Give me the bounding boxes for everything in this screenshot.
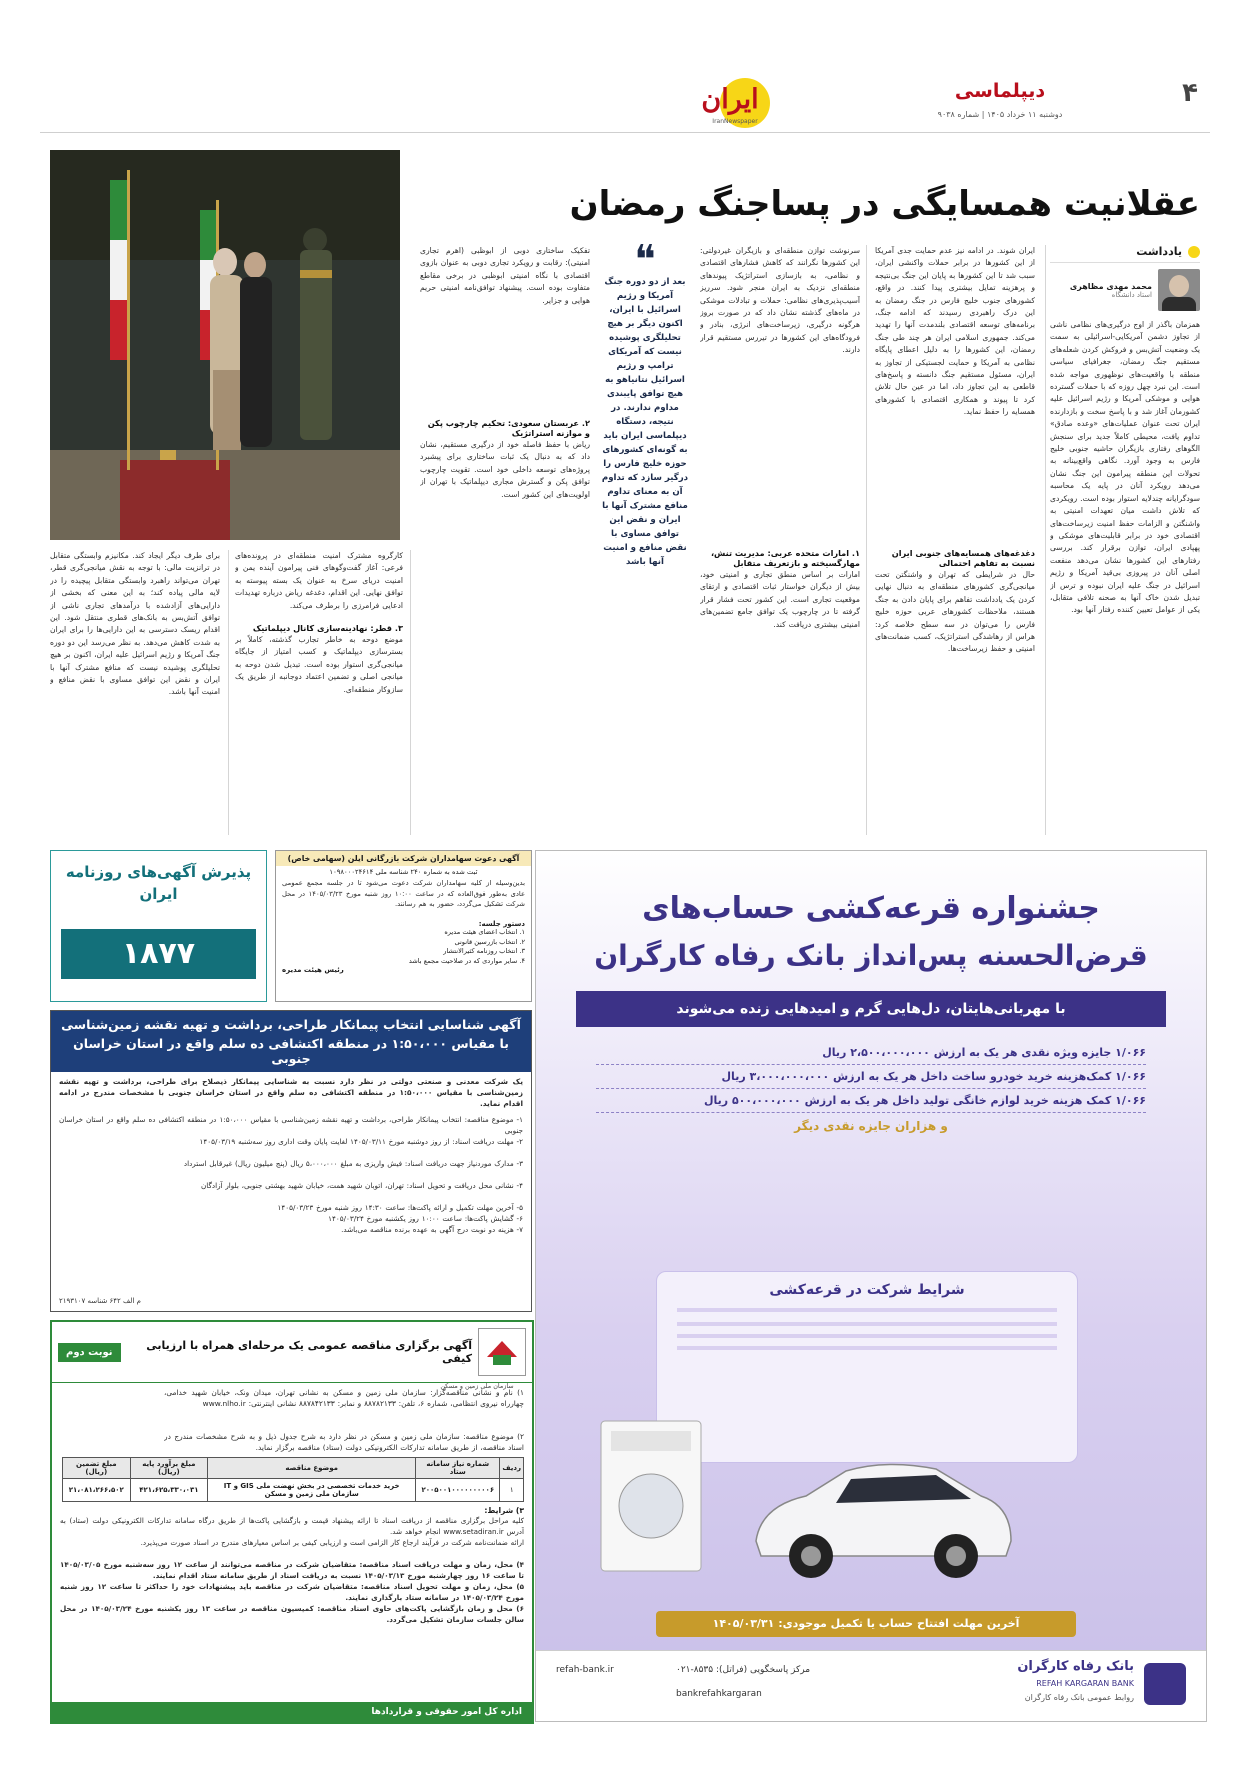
geology-item-7: ۷- هزینه دو نوبت درج آگهی به عهده برنده مناقصه می‌باشد. <box>341 1225 523 1234</box>
table-row <box>63 1479 524 1502</box>
tender-conditions-title: ۳) شرایط: <box>484 1506 524 1515</box>
tender-condition-1: کلیه مراحل برگزاری مناقصه از دریافت اسناد تا ارائه پیشنهاد قیمت و بازگشایی پاکت‌ها از طریق درگاه سامانه تدارکات الکترونیکی دولت (ستاد) به آدرس www.setadiran.ir انجام خواهد شد. <box>60 1516 524 1536</box>
tender-section-6: ۶) محل و زمان بازگشایی پاکت‌های حاوی اسناد مناقصه: کمیسیون مناقصه در ساعت ۱۳ روز یکشنبه مورخ ۱۴۰۵/۰۳/۲۴ در محل سالن جلسات سازمان تشکیل می‌گردد. <box>60 1604 524 1624</box>
appliance-prize-illustration <box>591 1411 711 1581</box>
refah-website-link[interactable]: refah-bank.ir <box>556 1665 614 1675</box>
refah-title-1: جشنواره قرعه‌کشی حساب‌های <box>642 891 1100 926</box>
tender-cell-subject: خرید خدمات تخصصی در بخش نهضت ملی GIS و IT سازمان ملی زمین و مسکن <box>208 1479 416 1502</box>
geology-item-6: ۶- گشایش پاکت‌ها: ساعت ۱۰:۰۰ روز یکشنبه مورخ ۱۴۰۵/۰۳/۲۴ <box>328 1214 523 1223</box>
tender-th-subject: موضوع مناقصه <box>208 1458 416 1479</box>
refah-prize-3: ۱/۰۶۶ کمک هزینه خرید لوازم خانگی تولید داخل هر یک به ارزش ۵۰۰،۰۰۰،۰۰۰ ریال <box>596 1089 1146 1113</box>
author-box <box>1050 269 1200 311</box>
tender-cell-guarantee: ۲۱،۰۸۱،۲۶۶،۵۰۲ <box>63 1479 131 1502</box>
refah-deadline: آخرین مهلت افتتاح حساب یا تکمیل موجودی: ۱۴۰۵/۰۳/۳۱ <box>656 1611 1076 1637</box>
geology-item-4: ۴- نشانی محل دریافت و تحویل اسناد: تهران، اتوبان شهید همت، خیابان شهید بهشتی جنوبی، بلوار آزادگان <box>200 1181 523 1190</box>
column-divider <box>410 550 411 835</box>
column-2-text-b: حال در شرایطی که تهران و واشنگتن تحت میانجی‌گری کشورهای منطقه‌ای به دنبال نهایی کردن یک یادداشت تفاهم برای پایان دادن به جنگ هستند، ملاحظات کشورهای عربی حوزه خلیج فارس را می‌توان در سه سطح خلاصه کرد: هراس از رهاشدگی استراتژیک، کسب ضمانت‌های امنیتی و حفظ زیرساخت‌ها. <box>875 570 1035 654</box>
geology-notice[interactable] <box>50 1010 532 1312</box>
tender-section-2: ۲) موضوع مناقصه: سازمان ملی زمین و مسکن در نظر دارد به شرح جدول ذیل و به شرح مشخصات مندرج در اسناد مناقصه، از طریق سامانه تدارکات الکترونیکی دولت (ستاد) مناقصه برگزار نماید. <box>164 1432 524 1452</box>
tender-org-logo-icon <box>478 1328 526 1376</box>
tender-badge: نوبت دوم <box>58 1343 121 1362</box>
car-prize-illustration <box>736 1451 1026 1581</box>
tender-table <box>62 1457 524 1502</box>
quote-mark-icon: ❝ <box>634 237 656 283</box>
column-6 <box>50 550 220 830</box>
geology-item-5: ۵- آخرین مهلت تکمیل و ارائه پاکت‌ها: ساعت ۱۴:۳۰ روز شنبه مورخ ۱۴۰۵/۰۳/۲۳ <box>277 1203 523 1212</box>
shareholders-agenda-4: ۴. سایر مواردی که در صلاحیت مجمع باشد <box>408 956 525 965</box>
tender-th-row: ردیف <box>500 1458 524 1479</box>
author-avatar <box>1158 269 1200 311</box>
column-5-text: کارگروه مشترک امنیت منطقه‌ای در پرونده‌های فرعی: آغاز گفت‌وگوهای فنی پیرامون آینده یمن و امنیت دریای سرخ به عنوان یک بسته پیوسته به توافق نهایی. این اقدام، دغدغه ریاض درباره تهدیدات ادعایی فرامرزی را برطرف می‌کند. <box>235 551 403 610</box>
refah-prize-1: ۱/۰۶۶ جایزه ویژه نقدی هر یک به ارزش ۲،۵۰۰،۰۰۰،۰۰۰ ریال <box>596 1041 1146 1065</box>
shareholders-reg: ثبت شده به شماره ۲۴۰ شناسه ملی ۱۰۹۸۰۰۰۲۴۶۱۴ <box>329 868 478 876</box>
column-4-text: تفکیک ساختاری دوبی از ابوظبی (اهرم تجاری امنیتی): رقابت و رویکرد تجاری دوبی به عنوان بازوی اقتصادی با نگاه امنیتی ابوظبی در برخی مقاطع متفاوت بوده است. پیشنهاد توافق‌نامه امنیتی حریم هوایی و جزایر. <box>420 246 590 305</box>
column-3-text-b: امارات بر اساس منطق تجاری و امنیتی خود، بیش از دیگران خواستار ثبات اقتصادی و ارتقای موقعیت تجاری است. این کشور تحت فشار قرار گرفته تا در چارچوب یک توافق جامع تضمین‌های امنیتی بیشتری دریافت کند. <box>700 570 860 629</box>
masthead <box>40 74 1210 133</box>
column-3-text: سرنوشت توازن منطقه‌ای و بازیگران غیردولتی: این کشورها نگرانند که کاهش فشارهای اقتصادی و نظامی، به بازسازی استراتژیک پیوندهای منطقه‌ای نزدیک به ایران منجر شود. سرریز آسیب‌پذیری‌های نظامی: حملات و تبادلات موشکی در ماه‌های گذشته نشان داد که در صورت بروز هرگونه درگیری، زیرساخت‌های انرژی، بنادر و فرودگاه‌های این کشورها در تیررس مستقیم قرار دارند. <box>700 246 860 355</box>
geology-item-2: ۲- مهلت دریافت اسناد: از روز دوشنبه مورخ ۱۴۰۵/۰۳/۱۱ لغایت پایان وقت اداری روز سه‌شنبه ۱۴۰۵/۰۳/۱۹ <box>199 1137 523 1146</box>
column-4-subhead: ۲. عربستان سعودی: تحکیم چارچوب پکن و موازنه استراتژیک <box>427 418 590 438</box>
geology-intro: یک شرکت معدنی و صنعتی دولتی در نظر دارد نسبت به شناسایی پیمانکار ذیصلاح برای طراحی، برداشت و تهیه نقشه زمین‌شناسی با مقیاس ۱:۵۰،۰۰۰ در منطقه اکتشافی ده سلم واقع در استان خراسان جنوبی با مشخصات مندرج در ادامه اقدام نماید. <box>59 1077 523 1108</box>
news-photo <box>50 150 400 540</box>
page-number: ۴ <box>1182 78 1198 108</box>
geology-item-1: ۱- موضوع مناقصه: انتخاب پیمانکار طراحی، برداشت و تهیه نقشه زمین‌شناسی با مقیاس ۱:۵۰،۰۰۰ در منطقه اکتشافی ده سلم واقع در استان خراسان جنوبی <box>59 1115 523 1135</box>
newspaper-logo[interactable]: ایران <box>701 84 759 115</box>
tender-cell-estimate: ۴۲۱،۶۲۵،۳۳۰،۰۳۱ <box>130 1479 208 1502</box>
note-label: یادداشت <box>1136 245 1182 258</box>
tender-section-4: ۴) محل، زمان و مهلت دریافت اسناد مناقصه: متقاضیان شرکت در مناقصه می‌توانند از ساعت ۱۲ روز سه‌شنبه مورخ ۱۴۰۵/۰۳/۰۵ تا ساعت ۱۶ روز چهارشنبه مورخ ۱۴۰۵/۰۳/۱۳ نسبت به دریافت اسناد از طریق سامانه ستاد اقدام نمایند. <box>60 1560 524 1580</box>
iran-newspaper-ad[interactable] <box>50 850 267 1002</box>
tender-org-name: سازمان ملی زمین و مسکن <box>440 1382 514 1390</box>
refah-prize-2: ۱/۰۶۶ کمک‌هزینه خرید خودرو ساخت داخل هر یک به ارزش ۳،۰۰۰،۰۰۰،۰۰۰ ریال <box>596 1065 1146 1089</box>
headline: عقلانیت همسایگی در پساجنگ رمضان <box>569 184 1200 224</box>
note-dot-icon <box>1188 246 1200 258</box>
author-name: محمد مهدی مظاهری <box>1069 281 1152 291</box>
column-2 <box>875 245 1035 830</box>
shareholders-body: بدین‌وسیله از کلیه سهامداران شرکت دعوت می‌شود تا در جلسه مجمع عمومی عادی به‌طور فوق‌العاده که در ساعت ۱۰:۰۰ روز شنبه مورخ ۱۴۰۵/۰۳/۲۳ در محل شرکت تشکیل می‌گردد، حضور به هم رسانند. <box>282 879 526 908</box>
column-1-text: همزمان باگذر از اوج درگیری‌های نظامی ناشی از تجاوز دشمن آمریکایی-اسرائیلی به سمت یک وضعیت آتش‌بس و فروکش کردن شعله‌های مستقیم جنگ رمضان، جغرافیای سیاسی منطقه با واقعیت‌های نوظهوری مواجه شده است. این نبرد چهل روزه که با حملات گسترده هوایی و موشکی آمریکا و رژیم اسرائیل علیه کشورمان آغاز شد و با پاسخ سخت و بازدارنده ایران تحت عنوان عملیات‌های «وعده صادق» تداوم یافت، محیطی کاملاً جدید برای سنجش الگوهای رفتاری بازیگران حاشیه جنوبی خلیج فارس به وجود آورد. نگاهی واقع‌بینانه به تحولات این منطقه پیرامون این جنگ نشان می‌دهد رویکرد آنان در پایه یک محاسبه سودگرایانه چندلایه استوار بوده است. رویکردی که تلاش داشت میان تعهدات امنیتی به واشنگتن و الزامات حفظ امنیت زیرساخت‌های اقتصادی خود در برابر قابلیت‌های موشکی و پهپادی ایران، توازن برقرار کند. بررسی رفتارهای این کشورها نشان می‌دهد منفعت اصلی آنان در پیروزی بی‌قید آمریکا و رژیم اسرائیل در جنگ علیه ایران نبوده و ترس از تبدیل شدن خاک آنها به صحنه تلافی متقابل، یکی از عوامل تعیین کننده رفتار آنها بود. <box>1050 320 1200 615</box>
section-title: دیپلماسی <box>954 80 1046 102</box>
refah-prize-4: و هزاران جایزه نقدی دیگر <box>794 1119 948 1133</box>
shareholders-agenda-title: دستور جلسه: <box>478 920 525 928</box>
column-4 <box>420 245 590 830</box>
shareholders-notice[interactable] <box>275 850 532 1002</box>
refah-conditions-box <box>656 1271 1078 1463</box>
refah-prizes <box>596 1041 1146 1139</box>
column-3 <box>700 245 860 830</box>
geology-title-2: با مقیاس ۱:۵۰،۰۰۰ در منطقه اکتشافی ده سلم واقع در استان خراسان جنوبی <box>51 1034 531 1072</box>
column-6-text: برای طرف دیگر ایجاد کند. مکانیزم وابستگی متقابل در ترانزیت مالی: با توجه به نقش میانجی‌گری قطر، تهران می‌تواند راهبرد وابستگی متقابل پیچیده‌ را در لایه مالی پیاده کند؛ به این معنی که بخشی از دارایی‌های آزادشده با درآمدهای تجاری ناشی از توافق آتش‌بس به بانک‌های قطری منتقل شود. این اقدام ریسک دسترسی به این دارایی‌ها را برای ایران به شدت کاهش می‌دهد. به نظر می‌رسد این دو دوره جنگ آمریکا و رژیم اسرائیل علیه ایران، اکنون بر هیچ تحلیلگری پوشیده نیست که منافع مشترک آنها با ایران و نقض این توافق مساوی با نقض منافع و امنیت آنها باشد. <box>50 551 220 697</box>
column-divider <box>1045 245 1046 835</box>
refah-title-2: قرض‌الحسنه پس‌انداز بانک رفاه کارگران <box>594 939 1148 972</box>
tender-cell-number: ۲۰۰۵۰۰۱۰۰۰۰۰۰۰۰۰۶ <box>416 1479 500 1502</box>
ceremony-photo-illustration <box>50 150 400 540</box>
geology-item-3: ۳- مدارک موردنیاز جهت دریافت اسناد: فیش واریزی به مبلغ ۵،۰۰۰،۰۰۰ ریال (پنج میلیون ریال) غیرقابل استرداد <box>183 1159 523 1168</box>
refah-bank-logo-icon <box>1144 1663 1186 1705</box>
note-label-row <box>1050 245 1200 263</box>
column-4-text-b: ریاض با حفظ فاصله خود از درگیری مستقیم، نشان داد که به دنبال یک ثبات ساختاری برای پیشبرد پروژه‌های توسعه داخلی خود است. تقویت چارچوب توافق پکن و گسترش مجاری دیپلماتیک با تهران از اولویت‌های این کشور است. <box>420 440 590 499</box>
column-divider <box>866 245 867 835</box>
shareholders-agenda-3: ۳. انتخاب روزنامه کثیرالانتشار <box>443 947 525 955</box>
issue-date: دوشنبه ۱۱ خرداد ۱۴۰۵ | شماره ۹۰۳۸ <box>937 110 1063 119</box>
column-3-subhead: ۱. امارات متحده عربی: مدیریت تنش، مهارگسیخته و بازتعریف متقابل <box>710 548 860 568</box>
column-1 <box>1050 245 1200 830</box>
column-divider <box>228 550 229 835</box>
refah-social-link[interactable]: bankrefahkargaran <box>676 1689 762 1699</box>
tender-footer: اداره کل امور حقوقی و قراردادها <box>52 1702 532 1722</box>
iran-ad-title: پذیرش آگهی‌های روزنامه ایران <box>65 863 252 903</box>
shareholders-agenda-2: ۲. انتخاب بازرسین قانونی <box>454 937 525 946</box>
tender-header <box>52 1322 532 1383</box>
refah-bank-sub: روابط عمومی بانک رفاه کارگران <box>1024 1693 1134 1702</box>
tender-th-number: شماره نیاز سامانه ستاد <box>416 1458 500 1479</box>
geology-code: م الف ۶۴۲ شناسه ۲۱۹۳۱۰۷ <box>59 1297 141 1305</box>
iran-ad-number: ۱۸۷۷ <box>61 929 256 979</box>
column-5 <box>235 550 403 830</box>
newspaper-logo-sub: IranNewspaper <box>712 118 758 125</box>
tender-condition-2: ارائه ضمانت‌نامه شرکت در فرآیند ارجاع کار الزامی است و ارزیابی کیفی بر اساس معیارهای مندرج در اسناد صورت می‌پذیرد. <box>140 1538 524 1547</box>
refah-bank-en: REFAH KARGARAN BANK <box>1036 1679 1134 1688</box>
refah-bank-name: بانک رفاه کارگران <box>1017 1659 1134 1674</box>
tender-th-estimate: مبلغ برآورد پایه (ریال) <box>130 1458 208 1479</box>
shareholders-agenda-1: ۱. انتخاب اعضای هیئت مدیره <box>444 928 525 936</box>
pull-quote <box>600 237 690 765</box>
refah-footer <box>536 1650 1206 1721</box>
tender-cell-row: ۱ <box>500 1479 524 1502</box>
shareholders-title: آگهی دعوت سهامداران شرکت بازرگانی ایلن (سهامی خاص) <box>276 851 531 866</box>
tender-th-guarantee: مبلغ تضمین (ریال) <box>63 1458 131 1479</box>
refah-tagline: با مهربانی‌هایتان، دل‌هایی گرم و امیدهایی زنده می‌شوند <box>576 991 1166 1027</box>
column-2-text: ایران شوند. در ادامه نیز عدم حمایت جدی آمریکا از این کشورها در برابر حملات واکنشی ایران، سبب شد تا این کشورها به پایان این جنگ بی‌نتیجه و پرهزینه تمایل بیشتری پیدا کنند. در واقع، کشورهای جنوب خلیج فارس در جنگ رمضان به این درک راهبردی رسیدند که ادامه جنگ، برنامه‌های توسعه اقتصادی بلندمدت آنها را تهدید می‌کند. جمهوری اسلامی ایران هر چند طی جنگ رمضان، این کشورها را به دلیل اعطای پایگاه نظامی به آمریکا و حمایت لجستیکی از تجاوز به ایران، مسئول مستقیم جنگ دانسته و پاسخ‌های قاطعی به این تجاوز داد، اما در عین حال تلاش کرد تا پیوند و همکاری اقتصادی با کشورهای همسایه را حفظ نماید. <box>875 246 1035 417</box>
tender-section-5: ۵) محل، زمان و مهلت تحویل اسناد مناقصه: متقاضیان شرکت در مناقصه باید پیشنهادات خود را حداکثر تا ساعت ۱۲ روز شنبه مورخ ۱۴۰۵/۰۳/۲۴ در سامانه ستاد بارگذاری نمایند. <box>60 1582 524 1602</box>
geology-title-1: آگهی شناسایی انتخاب پیمانکار طراحی، برداشت و تهیه نقشه زمین‌شناسی <box>51 1011 531 1034</box>
author-role: استاد دانشگاه <box>1111 290 1152 299</box>
tender-notice[interactable] <box>50 1320 534 1724</box>
refah-phone: مرکز پاسخگویی (فراتل): ۸۵۳۵-۰۲۱ <box>676 1665 811 1675</box>
column-2-subhead: دغدغه‌های همسایه‌های جنوبی ایران نسبت به تفاهم احتمالی <box>891 548 1035 568</box>
column-5-subhead: ۳. قطر: نهادینه‌سازی کانال دیپلماتیک <box>252 623 403 633</box>
shareholders-footer: رئیس هیئت مدیره <box>282 966 344 974</box>
tender-section-1: ۱) نام و نشانی مناقصه‌گزار: سازمان ملی زمین و مسکن به نشانی تهران، میدان ونک، خیابان شهید خدامی، چهارراه نیروی انتظامی، شماره ۶، تلفن: ۸۸۷۸۲۱۳۳ و نمابر: ۸۸۷۸۴۲۱۳۳ نشانی اینترنتی: www.nlho.ir <box>164 1388 524 1408</box>
tender-title: آگهی برگزاری مناقصه عمومی یک مرحله‌ای همراه با ارزیابی کیفی <box>146 1339 472 1365</box>
refah-conditions-title: شرایط شرکت در قرعه‌کشی <box>769 1282 965 1298</box>
column-5-text-b: موضع دوحه به خاطر تجارب گذشته، کاملاً بر بسترسازی دیپلماتیک و کسب امتیاز از جایگاه میانجی‌گری استوار بوده است. تبدیل شدن دوحه به میانجی اصلی و تضمین اعتماد دوجانبه از طریق یک سازوکار منطقه‌ای. <box>235 635 403 694</box>
pull-quote-text: بعد از دو دوره جنگ آمریکا و رژیم اسرائیل با ایران، اکنون دیگر بر هیچ تحلیلگری پوشیده نیست که آمریکای ترامپ و رژیم اسرائیل نتانیاهو به هیچ توافق پایبندی مداوم ندارند. در نتیجه، دستگاه دیپلماسی ایران باید به گونه‌ای کشورهای حوزه خلیج فارس را درگیر سازد که تداوم آن به معنای تداوم منافع مشترک آنها با ایران و نقض این توافق مساوی با نقض منافع و امنیت آنها باشد <box>601 277 689 567</box>
refah-bank-ad[interactable] <box>535 850 1207 1722</box>
